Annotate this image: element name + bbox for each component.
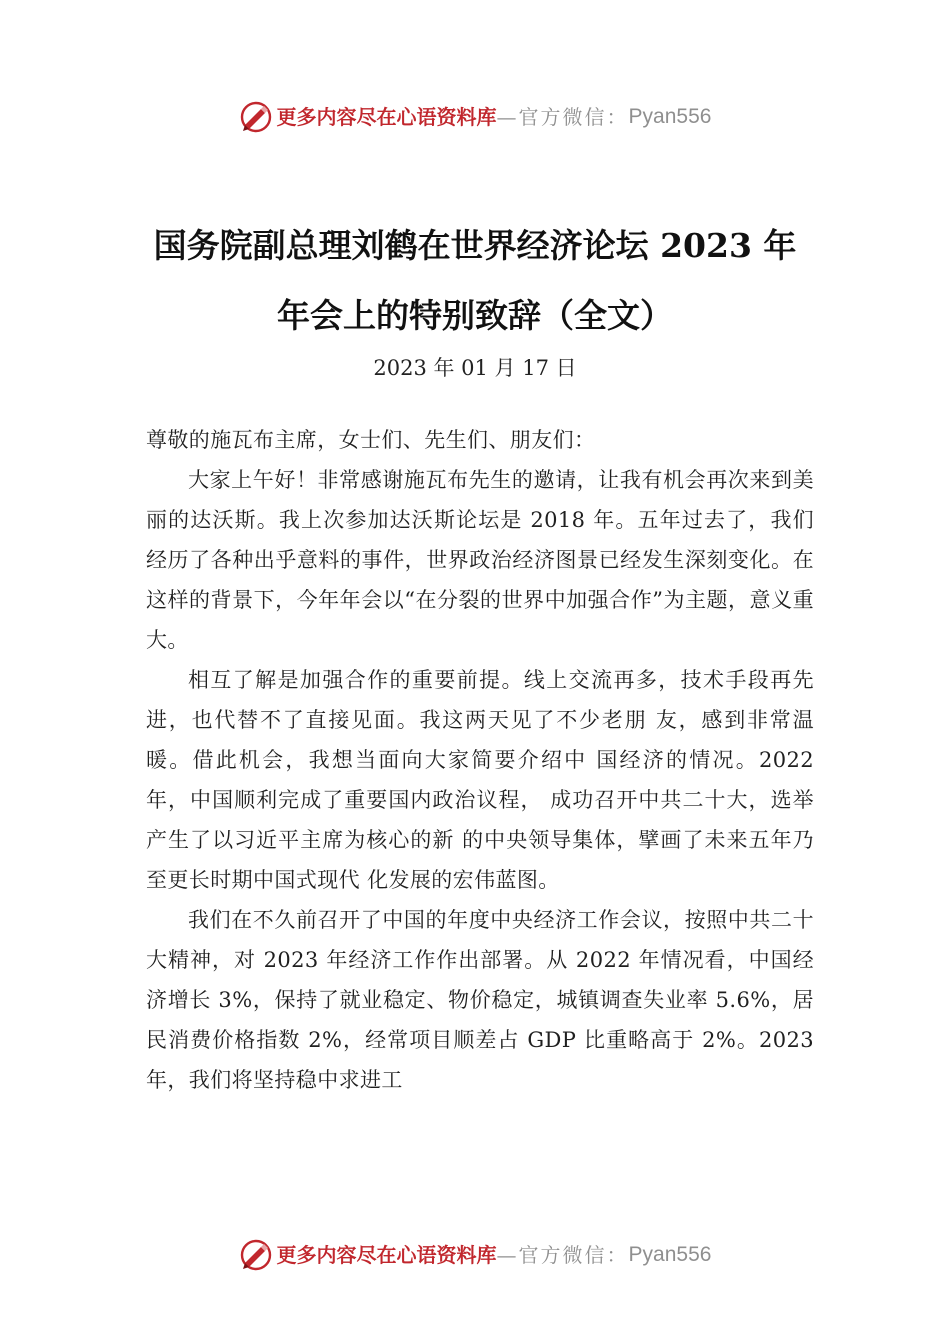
watermark-label: 官方微信： bbox=[518, 1243, 629, 1267]
body-paragraph: 我们在不久前召开了中国的年度中央经济工作会议，按照中共二十大精神，对 2023 年经济工作作出部署。从 2022 年情况看，中国经济增长 3%，保持了就业稳定、物价稳定，城镇调查失业率 5.6%，居民消费价格指数 2%，经常项目顺差占 GDP 比重略高于 2%。2023 年，我们将坚持稳中求进工 bbox=[146, 908, 814, 1092]
watermark-header bbox=[0, 100, 950, 134]
document-title-line-1: 国务院副总理刘鹤在世界经济论坛 2023 年 bbox=[153, 226, 797, 265]
document-date: 2023 年 01 月 17 日 bbox=[373, 356, 577, 380]
document-title-line-2: 年会上的特别致辞（全文） bbox=[277, 296, 673, 335]
body-paragraph: 大家上午好！非常感谢施瓦布先生的邀请，让我有机会再次来到美丽的达沃斯。我上次参加达沃斯论坛是 2018 年。五年过去了，我们经历了各种出乎意料的事件，世界政治经济图景已经发生深刻变化。在这样的背景下，今年年会以“在分裂的世界中加强合作”为主题，意义重大。 bbox=[146, 468, 814, 652]
pen-logo-icon bbox=[239, 1238, 273, 1272]
body-paragraph: 相互了解是加强合作的重要前提。线上交流再多，技术手段再先进，也代替不了直接见面。我这两天见了不少老朋 友，感到非常温暖。借此机会，我想当面向大家简要介绍中 国经济的情况。2022 年，中国顺利完成了重要国内政治议程， 成功召开中共二十大，选举产生了以习近平主席为核心的新 的中央领导集体，擘画了未来五年乃至更长时期中国式现代 化发展的宏伟蓝图。 bbox=[146, 668, 814, 892]
watermark-dash: — bbox=[496, 105, 519, 129]
watermark-brand: 更多内容尽在心语资料库 bbox=[276, 105, 497, 129]
watermark-brand: 更多内容尽在心语资料库 bbox=[276, 1243, 497, 1267]
watermark-footer bbox=[0, 1238, 950, 1272]
watermark-account: Pyan556 bbox=[628, 1243, 712, 1266]
pen-logo-icon bbox=[239, 100, 273, 134]
salutation-paragraph: 尊敬的施瓦布主席，女士们、先生们、朋友们： bbox=[146, 428, 596, 452]
watermark-account: Pyan556 bbox=[628, 105, 712, 128]
watermark-label: 官方微信： bbox=[518, 105, 629, 129]
document-body bbox=[146, 420, 814, 1100]
watermark-dash: — bbox=[496, 1243, 519, 1267]
